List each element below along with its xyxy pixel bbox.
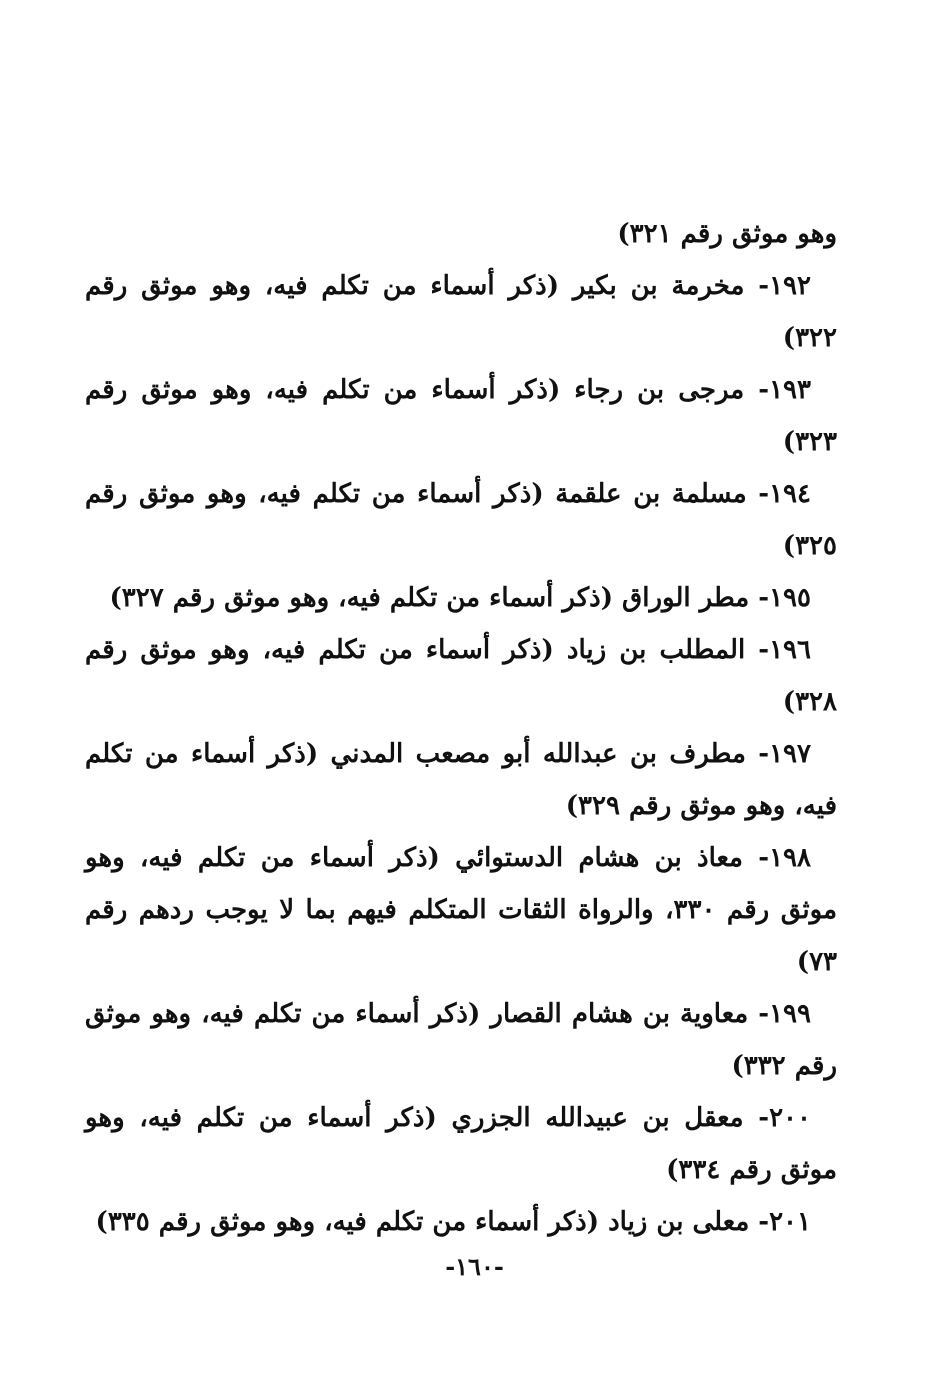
entry-195: ١٩٥- مطر الوراق (ذكر أسماء من تكلم فيه، وهو موثق رقم ٣٢٧) [109,583,811,613]
entry-194: ١٩٤- مسلمة بن علقمة (ذكر أسماء من تكلم فيه، وهو موثق رقم ٣٢٥) [85,479,837,561]
entry-200: ٢٠٠- معقل بن عبيدالله الجزري (ذكر أسماء من تكلم فيه، وهو موثق رقم ٣٣٤) [85,1103,837,1185]
entry-196: ١٩٦- المطلب بن زياد (ذكر أسماء من تكلم فيه، وهو موثق رقم ٣٢٨) [85,635,837,717]
entry-199: ١٩٩- معاوية بن هشام القصار (ذكر أسماء من تكلم فيه، وهو موثق رقم ٣٣٢) [85,999,837,1081]
entry-198: ١٩٨- معاذ بن هشام الدستوائي (ذكر أسماء من تكلم فيه، وهو موثق رقم ٣٣٠، والرواة الثقات المتكلم فيهم بما لا يوجب ردهم رقم ٧٣) [85,843,837,977]
page-number: -١٦٠- [445,1252,504,1281]
continuation-line: وهو موثق رقم ٣٢١) [617,219,837,249]
entry-192: ١٩٢- مخرمة بن بكير (ذكر أسماء من تكلم فيه، وهو موثق رقم ٣٢٢) [85,271,837,353]
entry-197: ١٩٧- مطرف بن عبدالله أبو مصعب المدني (ذكر أسماء من تكلم فيه، وهو موثق رقم ٣٢٩) [85,739,837,821]
entry-193: ١٩٣- مرجى بن رجاء (ذكر أسماء من تكلم فيه، وهو موثق رقم ٣٢٣) [85,375,837,457]
entry-201: ٢٠١- معلى بن زياد (ذكر أسماء من تكلم فيه، وهو موثق رقم ٣٣٥) [95,1207,811,1237]
page-body [85,208,837,1248]
